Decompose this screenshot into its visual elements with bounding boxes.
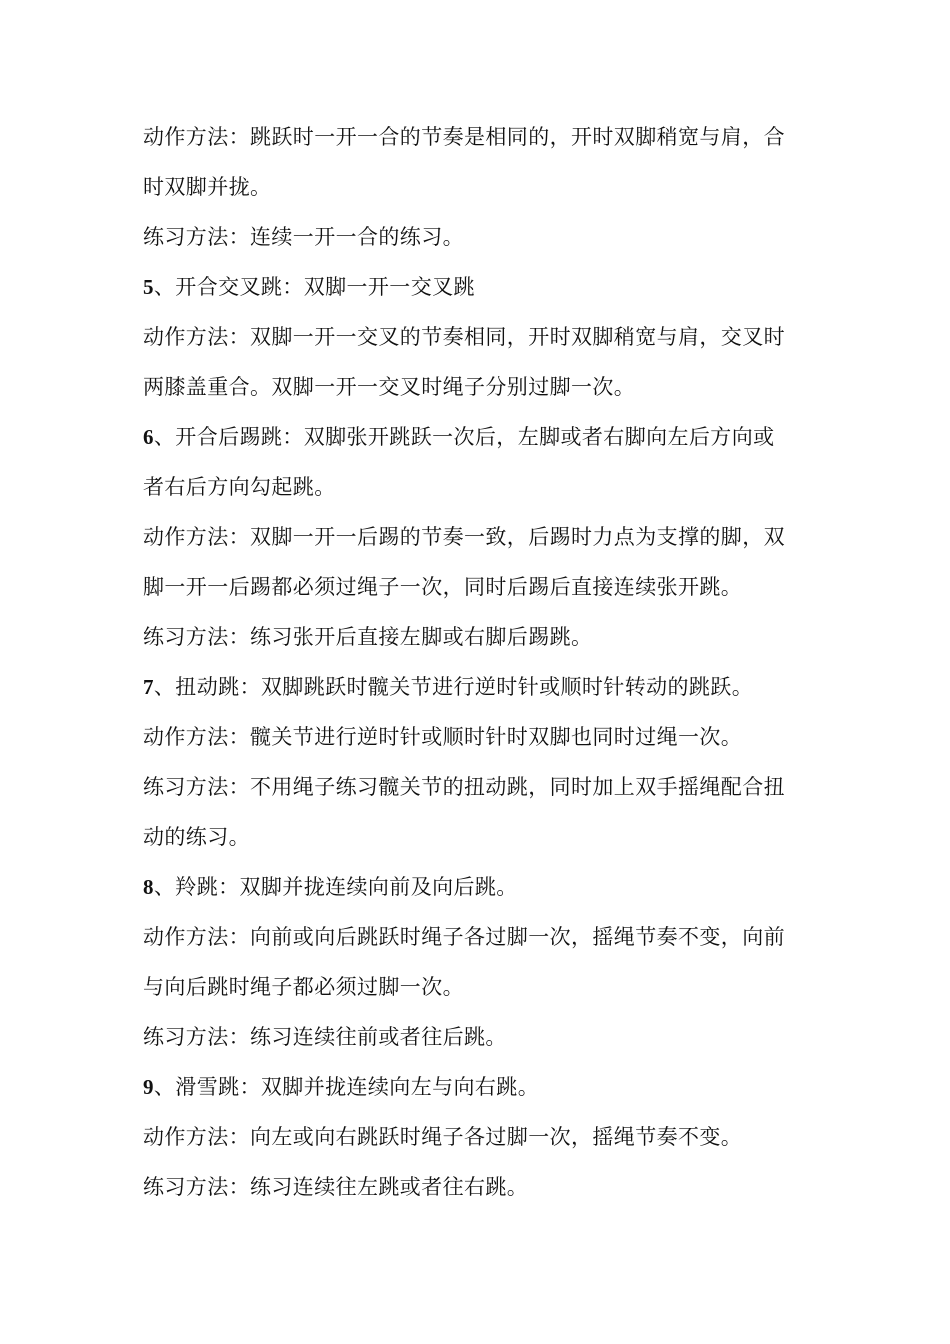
line-text: 练习方法：不用绳子练习髋关节的扭动跳，同时加上双手摇绳配合扭 — [143, 775, 785, 799]
section-heading — [143, 262, 813, 312]
section-heading — [143, 1062, 813, 1112]
section-number: 6 — [143, 425, 154, 449]
section-heading — [143, 862, 813, 912]
section-number: 9 — [143, 1075, 154, 1099]
line-text: 与向后跳时绳子都必须过脚一次。 — [143, 975, 464, 999]
line-text: 动作方法：向前或向后跳跃时绳子各过脚一次，摇绳节奏不变，向前 — [143, 925, 785, 949]
text-line — [143, 312, 813, 362]
text-line — [143, 562, 813, 612]
section-number: 5 — [143, 275, 154, 299]
text-line — [143, 912, 813, 962]
text-line — [143, 462, 813, 512]
line-text: 、开合后踢跳：双脚张开跳跃一次后，左脚或者右脚向左后方向或 — [153, 425, 775, 449]
line-text: 、开合交叉跳：双脚一开一交叉跳 — [153, 275, 475, 299]
line-text: 练习方法：练习张开后直接左脚或右脚后踢跳。 — [143, 625, 593, 649]
line-text: 脚一开一后踢都必须过绳子一次，同时后踢后直接连续张开跳。 — [143, 575, 743, 599]
text-line — [143, 812, 813, 862]
line-text: 、羚跳：双脚并拢连续向前及向后跳。 — [153, 875, 518, 899]
section-heading — [143, 662, 813, 712]
line-text: 者右后方向勾起跳。 — [143, 475, 336, 499]
text-line — [143, 962, 813, 1012]
line-text: 动作方法：双脚一开一后踢的节奏一致，后踢时力点为支撑的脚，双 — [143, 525, 785, 549]
text-line — [143, 712, 813, 762]
text-line — [143, 512, 813, 562]
document-body — [143, 112, 813, 1212]
line-text: 动作方法：髋关节进行逆时针或顺时针时双脚也同时过绳一次。 — [143, 725, 743, 749]
text-line — [143, 1112, 813, 1162]
line-text: 动作方法：跳跃时一开一合的节奏是相同的，开时双脚稍宽与肩，合 — [143, 125, 785, 149]
text-line — [143, 162, 813, 212]
section-number: 7 — [143, 675, 154, 699]
section-heading — [143, 412, 813, 462]
line-text: 练习方法：练习连续往前或者往后跳。 — [143, 1025, 507, 1049]
text-line — [143, 362, 813, 412]
line-text: 练习方法：练习连续往左跳或者往右跳。 — [143, 1175, 529, 1199]
line-text: 动作方法：向左或向右跳跃时绳子各过脚一次，摇绳节奏不变。 — [143, 1125, 743, 1149]
text-line — [143, 112, 813, 162]
line-text: 两膝盖重合。双脚一开一交叉时绳子分别过脚一次。 — [143, 375, 636, 399]
line-text: 、扭动跳：双脚跳跃时髋关节进行逆时针或顺时针转动的跳跃。 — [153, 675, 754, 699]
line-text: 、滑雪跳：双脚并拢连续向左与向右跳。 — [153, 1075, 540, 1099]
text-line — [143, 212, 813, 262]
line-text: 练习方法：连续一开一合的练习。 — [143, 225, 464, 249]
text-line — [143, 1162, 813, 1212]
text-line — [143, 612, 813, 662]
line-text: 动作方法：双脚一开一交叉的节奏相同，开时双脚稍宽与肩，交叉时 — [143, 325, 785, 349]
line-text: 动的练习。 — [143, 825, 250, 849]
section-number: 8 — [143, 875, 154, 899]
text-line — [143, 1012, 813, 1062]
text-line — [143, 762, 813, 812]
line-text: 时双脚并拢。 — [143, 175, 272, 199]
